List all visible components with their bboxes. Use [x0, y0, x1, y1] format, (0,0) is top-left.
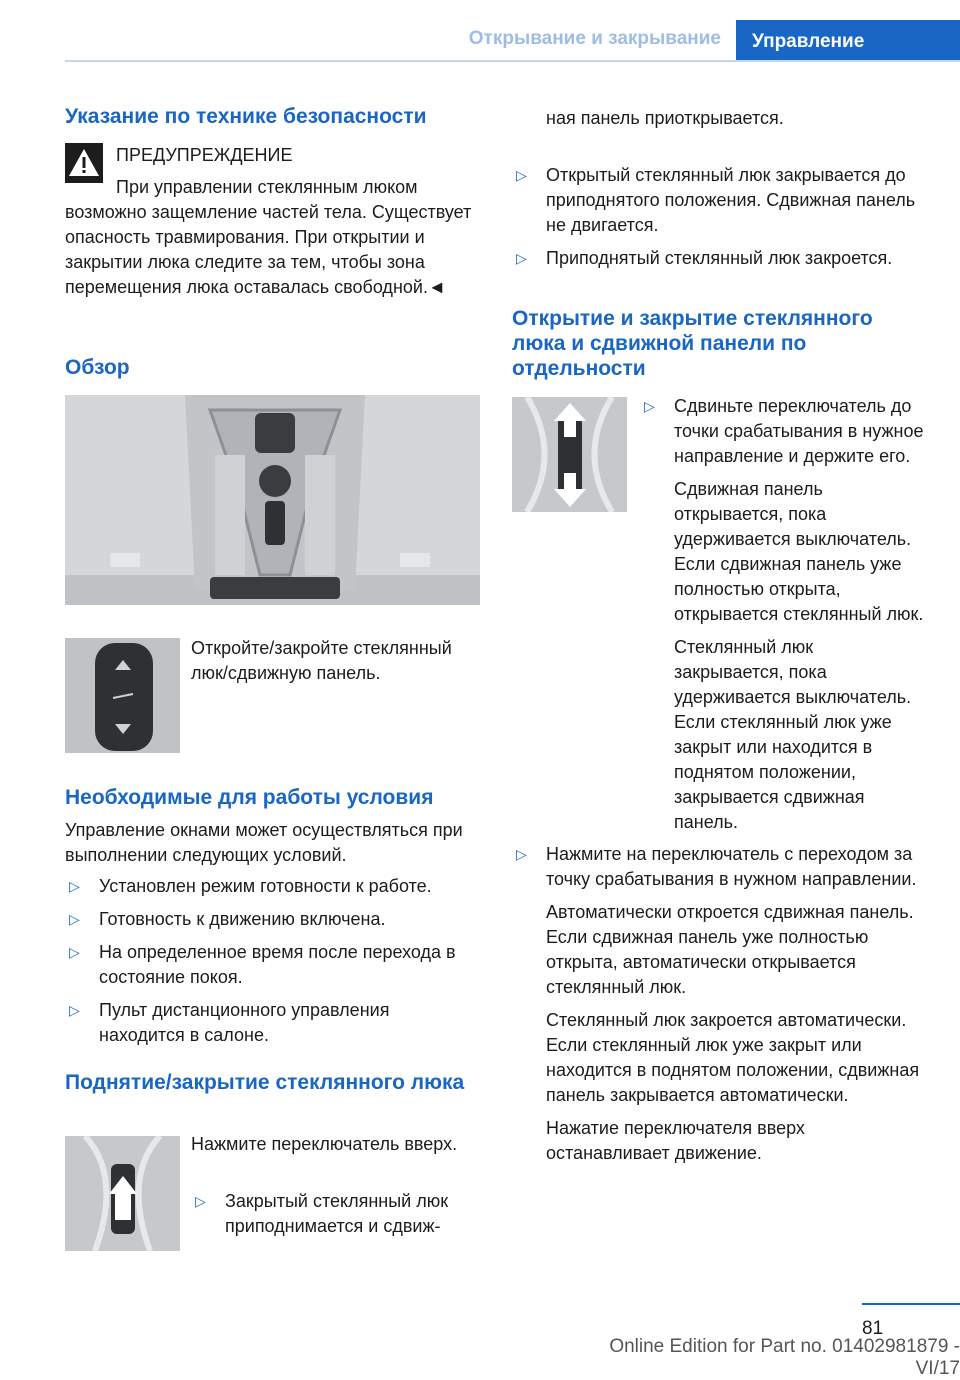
left-column [65, 104, 480, 129]
switch-slide-image [512, 397, 627, 512]
top-bullet-list [512, 163, 926, 271]
raise-title: Поднятие/закрытие стеклянного люка [65, 1071, 465, 1094]
triangle-bullet-icon: ▷ [69, 944, 80, 960]
list-item [65, 998, 480, 1048]
footer-divider [862, 1303, 960, 1305]
list-item-text: Установлен режим готовности к работе. [99, 876, 432, 896]
switch-closeup-image [65, 638, 180, 753]
page-number: 81 [862, 1318, 884, 1339]
conditions-intro: Управление окнами может осуществляться при выполнении следующих условий. [65, 820, 463, 865]
header-section-title: Открывание и закрывание [468, 28, 721, 49]
warning-text: При управлении стеклянным люком возможно защемление частей тела. Существует опасность травмирования. При открытии и закрытии люка следите за тем, чтобы зона перемещения люка оставалась свободной.◄ [65, 177, 472, 297]
list-item-text: Готовность к движению включена. [99, 909, 386, 929]
list-item-text: На определенное время после перехода в состояние покоя. [99, 942, 456, 987]
list-item [512, 246, 926, 271]
list-item-text: Сдвиньте переключатель до точки срабатывания в нужное направление и держите его. [674, 396, 924, 466]
triangle-bullet-icon: ▷ [69, 911, 80, 927]
separate-paragraph: Автоматически откроется сдвижная панель. Если сдвижная панель уже полностью открыта, автоматически открывается стеклянный люк. [546, 902, 914, 997]
warning-label: ПРЕДУПРЕЖДЕНИЕ [116, 145, 293, 165]
list-item [512, 163, 926, 238]
continued-text: ная панель приоткрывается. [546, 108, 784, 128]
triangle-bullet-icon: ▷ [195, 1193, 206, 1209]
list-item-text: Открытый стеклянный люк закрывается до приподнятого положения. Сдвижная панель не двигается. [546, 165, 916, 235]
triangle-bullet-icon: ▷ [69, 878, 80, 894]
separate-title: Открытие и закрытие стеклянного люка и сдвижной панели по отдельности [512, 307, 873, 380]
list-item [65, 874, 480, 899]
header-chapter-tab[interactable]: Управление [736, 20, 960, 62]
raise-intro: Нажмите переключатель вверх. [191, 1134, 458, 1154]
list-item [640, 394, 926, 469]
list-item [191, 1189, 514, 1239]
list-item [65, 940, 480, 990]
list-item-text: Нажмите на переключатель с переходом за точку срабатывания в нужном направлении. [546, 844, 917, 889]
header-divider [65, 60, 960, 62]
separate-paragraph: Сдвижная панель открывается, пока удерживается выключатель. Если сдвижная панель уже полностью открыта, открывается стеклянный люк. [674, 479, 924, 624]
conditions-list [65, 874, 480, 1048]
list-item [512, 842, 926, 892]
triangle-bullet-icon: ▷ [516, 250, 527, 266]
triangle-bullet-icon: ▷ [516, 167, 527, 183]
roof-console-image [65, 395, 480, 605]
list-item-text: Приподнятый стеклянный люк закроется. [546, 248, 893, 268]
list-item-text: Пульт дистанционного управления находится в салоне. [99, 1000, 390, 1045]
safety-title: Указание по технике безопасности [65, 105, 427, 128]
switch-caption: Откройте/закройте стеклянный люк/сдвижную панель. [191, 638, 452, 683]
overview-title: Обзор [65, 356, 130, 379]
separate-slide-block [640, 394, 926, 835]
triangle-bullet-icon: ▷ [69, 1002, 80, 1018]
triangle-bullet-icon: ▷ [516, 846, 527, 862]
edition-footer: Online Edition for Part no. 01402981879 - VI/17 [609, 1336, 960, 1379]
separate-press-block [512, 842, 926, 1166]
separate-paragraph: Нажатие переключателя вверх останавливает движение. [546, 1118, 805, 1163]
conditions-title: Необходимые для работы условия [65, 786, 434, 809]
separate-paragraph: Стеклянный люк закроется автоматически. Если стеклянный люк уже закрыт или находится в поднятом положении, сдвижная панель закрывается автоматически. [546, 1010, 920, 1105]
list-item-text: Закрытый стеклянный люк приподнимается и сдвиж- [225, 1191, 449, 1236]
triangle-bullet-icon: ▷ [644, 398, 655, 414]
separate-paragraph: Стеклянный люк закрывается, пока удерживается выключатель. Если стеклянный люк уже закрыт или находится в поднятом положении, закрывается сдвижная панель. [674, 637, 912, 832]
switch-up-image [65, 1136, 180, 1251]
list-item [65, 907, 480, 932]
